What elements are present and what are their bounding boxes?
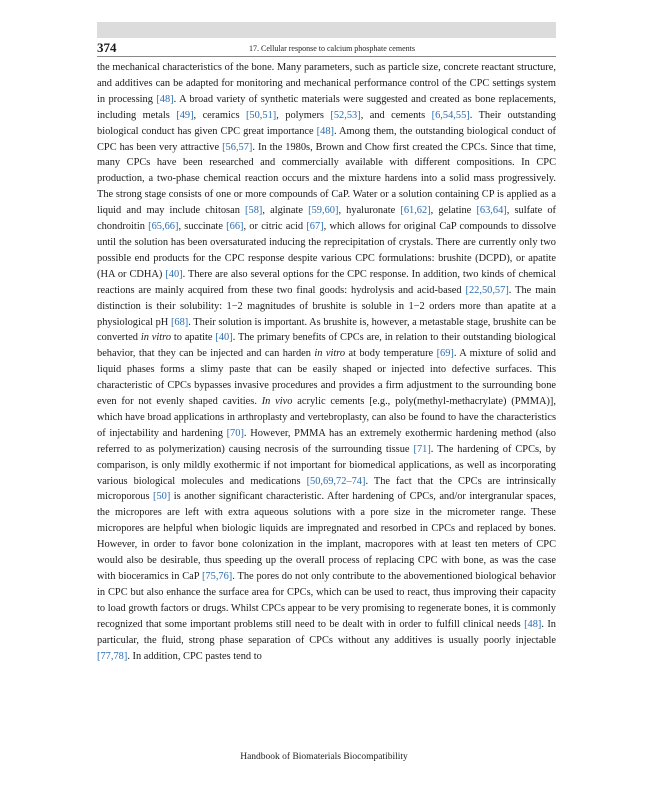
- body-text-run: . A mixture of solid and liquid phases forms a slimy paste that can be easily shaped or injected into defective surfaces. This characteristic of CPCs bypasses invasive procedures and provides a firm adjustment to the surrounding bone even for not evenly shaped cavities.: [97, 348, 556, 408]
- citation-link[interactable]: [68]: [170, 316, 189, 328]
- body-text-run: , polymers: [276, 109, 331, 121]
- citation-link[interactable]: [52,53]: [330, 109, 361, 121]
- body-paragraph: [97, 60, 556, 664]
- citation-link[interactable]: [49]: [176, 109, 194, 121]
- body-text-run: , sulfate of chondroitin: [97, 205, 556, 233]
- page-footer: Handbook of Biomaterials Biocompatibility: [240, 752, 408, 762]
- italic-term: in vitro: [140, 332, 172, 344]
- citation-link[interactable]: [56,57]: [222, 141, 253, 153]
- body-text-run: , which allows for original CaP compounds to dissolve until the solution has been oversaturated inducing the reprecipitation of crystals. There are currently only two possible end products for the CPC response despite various CPC formulations: brushite (DCPD), or apatite (HA or CDHA): [97, 221, 556, 280]
- citation-link[interactable]: [67]: [306, 221, 324, 233]
- body-text-run: , and cements: [360, 109, 432, 121]
- body-text-run: the mechanical characteristics of the bone. Many parameters, such as particle size, concrete reactant structure, and additives can be adapted for monitoring and mechanical performance control of the CPC settings system in processing: [97, 62, 556, 105]
- citation-link[interactable]: [66]: [226, 221, 244, 233]
- citation-link[interactable]: [58]: [245, 205, 263, 217]
- body-text-run: to apatite: [171, 332, 216, 344]
- body-text-run: . In addition, CPC pastes tend to: [127, 650, 262, 662]
- page-number: 374: [97, 40, 117, 55]
- body-text-run: . There are also several options for the CPC response. In addition, two kinds of chemical reactions are mainly acquired from these two final goods: hydrolysis and acid-based: [97, 268, 557, 296]
- citation-link[interactable]: [61,62]: [400, 205, 431, 217]
- citation-link[interactable]: [22,50,57]: [465, 284, 509, 296]
- italic-term: In vivo: [261, 396, 293, 408]
- body-text-run: . However, PMMA has an extremely exothermic hardening method (also referred to as polymerization) causing necrosis of the surrounding tissue: [97, 427, 556, 455]
- body-text-run: , or citric acid: [243, 221, 307, 233]
- citation-link[interactable]: [63,64]: [476, 205, 507, 217]
- body-text-run: . In the 1980s, Brown and Chow first created the CPCs. Since that time, many CPCs have been researched and commercially available with different compositions. In CPC production, a two-phase chemical reaction occurs and the mixture hardens into a solid mass progressively. The strong stage consists of one or more compounds of CaP. Water or a solution containing CP is applied as a liquid and may include chitosan: [97, 141, 556, 217]
- citation-link[interactable]: [75,76]: [201, 571, 233, 582]
- citation-link[interactable]: [69]: [436, 348, 454, 360]
- body-text-run: . Among them, the outstanding biological conduct of CPC has been very attractive: [97, 125, 556, 153]
- citation-link[interactable]: [48]: [316, 125, 334, 137]
- top-shade-bar: [97, 22, 556, 38]
- body-text-run: , gelatine: [430, 205, 477, 217]
- citation-link[interactable]: [77,78]: [97, 650, 128, 662]
- body-text-run: , hyaluronate: [338, 205, 401, 217]
- body-text-run: , alginate: [262, 205, 309, 217]
- citation-link[interactable]: [6,54,55]: [431, 109, 470, 121]
- body-text-run: . A broad variety of synthetic materials were suggested and created as bone replacements, including metals: [97, 93, 556, 121]
- citation-link[interactable]: [71]: [413, 443, 431, 455]
- citation-link[interactable]: [48]: [156, 93, 174, 105]
- citation-link[interactable]: [50,51]: [245, 109, 277, 121]
- citation-link[interactable]: [48]: [524, 618, 542, 630]
- body-text-run: . The pores do not only contribute to the abovementioned biological behavior in CPC but also enhance the surface area for CPCs, which can be used to react, thus improving their capacity to load growth factors or drugs. Whilst CPCs appear to be very promising to regenerate bones, it is commonly recognized that some important problems still need to be dealt with in order to fulfill clinical needs: [97, 571, 556, 630]
- body-text-run: . The fact that the CPCs are intrinsically microporous: [97, 475, 556, 503]
- body-text-run: . The hardening of CPCs, by comparison, is only mildly exothermic if not important for biomedical applications, as well as incorporating various biological molecules and medications: [97, 443, 556, 487]
- citation-link[interactable]: [50,69,72–74]: [306, 475, 366, 487]
- body-text-run: . The main distinction is their solubility: 1−2 magnitudes of brushite is soluble in 1−2 orders more than apatite at a physiological pH: [97, 284, 556, 328]
- running-head: 17. Cellular response to calcium phosphate cements: [249, 44, 415, 53]
- body-text-run: . Their solution is important. As brushite is, however, a metastable stage, brushite can be converted: [97, 316, 556, 344]
- body-text-run: . In particular, the fluid, strong phase separation of CPCs without any additives is usually poorly injectable: [97, 618, 556, 646]
- body-text-run: . The primary benefits of CPCs are, in relation to their outstanding biological behavior, that they can be injected and can harden: [97, 332, 557, 360]
- italic-term: in vitro: [314, 348, 346, 360]
- citation-link[interactable]: [50]: [153, 491, 171, 503]
- body-text-run: acrylic cements [e.g., poly(methyl-methacrylate) (PMMA)], which have broad applications in arthroplasty and vertebroplasty, can also be found to have the characteristics of injectability and hardening: [97, 396, 556, 439]
- body-text-run: at body temperature: [345, 348, 437, 360]
- citation-link[interactable]: [40]: [165, 268, 183, 280]
- body-text-run: is another significant characteristic. After hardening of CPCs, and/or intergranular spaces, the micropores are left with extra aqueous solutions with a pore size in the micrometer range. These micropores are helpful when biologic liquids are impregnated and resorbed in CPCs and replaced by bones. However, in order to favor bone colonization in the implant, macropores with at least ten meters of CPC would also be desirable, thus speeding up the overall process of replacing CPC with bone, as was the case with bioceramics in CaP: [97, 491, 556, 582]
- citation-link[interactable]: [40]: [215, 332, 233, 344]
- citation-link[interactable]: [65,66]: [148, 221, 179, 233]
- page-header: [97, 40, 556, 57]
- body-text-run: , ceramics: [193, 109, 246, 121]
- body-text-run: . Their outstanding biological conduct has given CPC great importance: [97, 109, 556, 137]
- body-text-run: , succinate: [178, 221, 227, 233]
- citation-link[interactable]: [70]: [226, 427, 244, 439]
- citation-link[interactable]: [59,60]: [308, 205, 339, 217]
